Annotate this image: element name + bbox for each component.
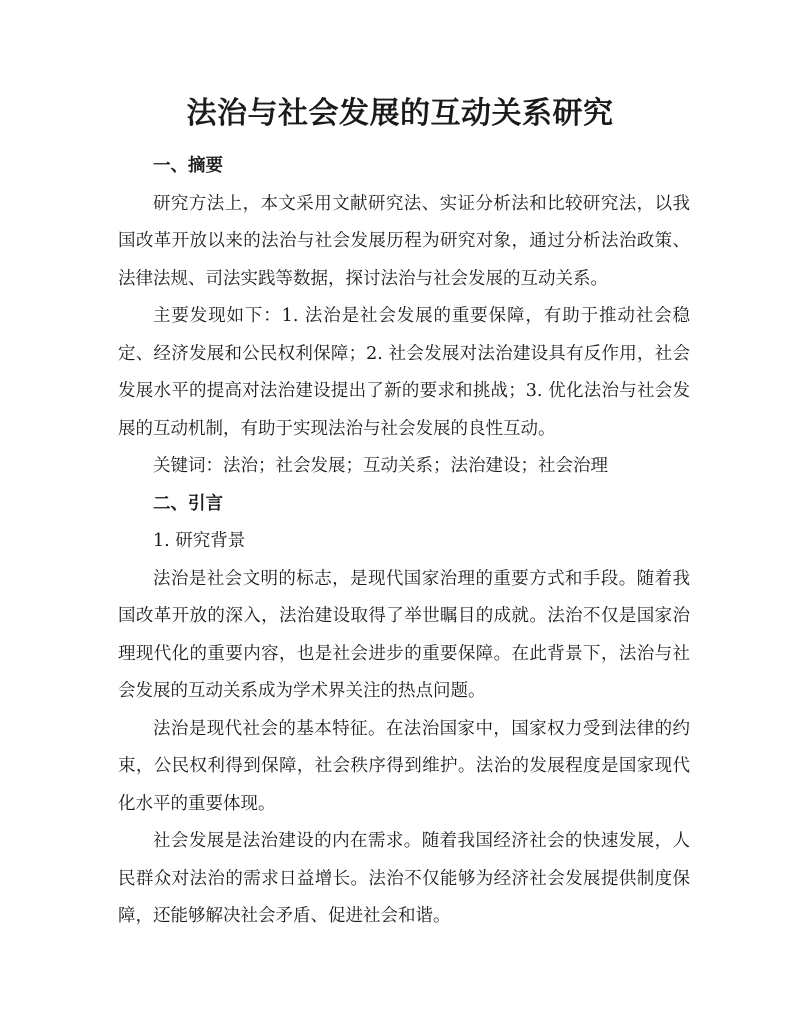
keywords-line: 关键词：法治；社会发展；互动关系；法治建设；社会治理	[153, 456, 608, 476]
abstract-paragraph-1: 研究方法上，本文采用文献研究法、实证分析法和比较研究法，以我国改革开放以来的法治与社会发展历程为研究对象，通过分析法治政策、法律法规、司法实践等数据，探讨法治与社会发展的互动关系。	[118, 193, 690, 289]
intro-paragraph-1: 法治是社会文明的标志，是现代国家治理的重要方式和手段。随着我国改革开放的深入，法治建设取得了举世瞩目的成就。法治不仅是国家治理现代化的重要内容，也是社会进步的重要保障。在此背景下，法治与社会发展的互动关系成为学术界关注的热点问题。	[118, 568, 690, 701]
section-heading-introduction: 二、引言	[153, 493, 223, 514]
intro-paragraph-2: 法治是现代社会的基本特征。在法治国家中，国家权力受到法律的约束，公民权利得到保障，社会秩序得到维护。法治的发展程度是国家现代化水平的重要体现。	[118, 718, 690, 814]
document-title: 法治与社会发展的互动关系研究	[186, 96, 614, 131]
section-heading-abstract: 一、摘要	[153, 156, 223, 176]
abstract-paragraph-2: 主要发现如下：1. 法治是社会发展的重要保障，有助于推动社会稳定、经济发展和公民权利保障；2. 社会发展对法治建设具有反作用，社会发展水平的提高对法治建设提出了新的要求和挑战；3. 优化法治与社会发展的互动机制，有助于实现法治与社会发展的良性互动。	[118, 306, 690, 439]
subsection-heading-background: 1. 研究背景	[153, 531, 246, 551]
intro-paragraph-3: 社会发展是法治建设的内在需求。随着我国经济社会的快速发展，人民群众对法治的需求日益增长。法治不仅能够为经济社会发展提供制度保障，还能够解决社会矛盾、促进社会和谐。	[118, 831, 690, 926]
document-body	[118, 148, 690, 936]
